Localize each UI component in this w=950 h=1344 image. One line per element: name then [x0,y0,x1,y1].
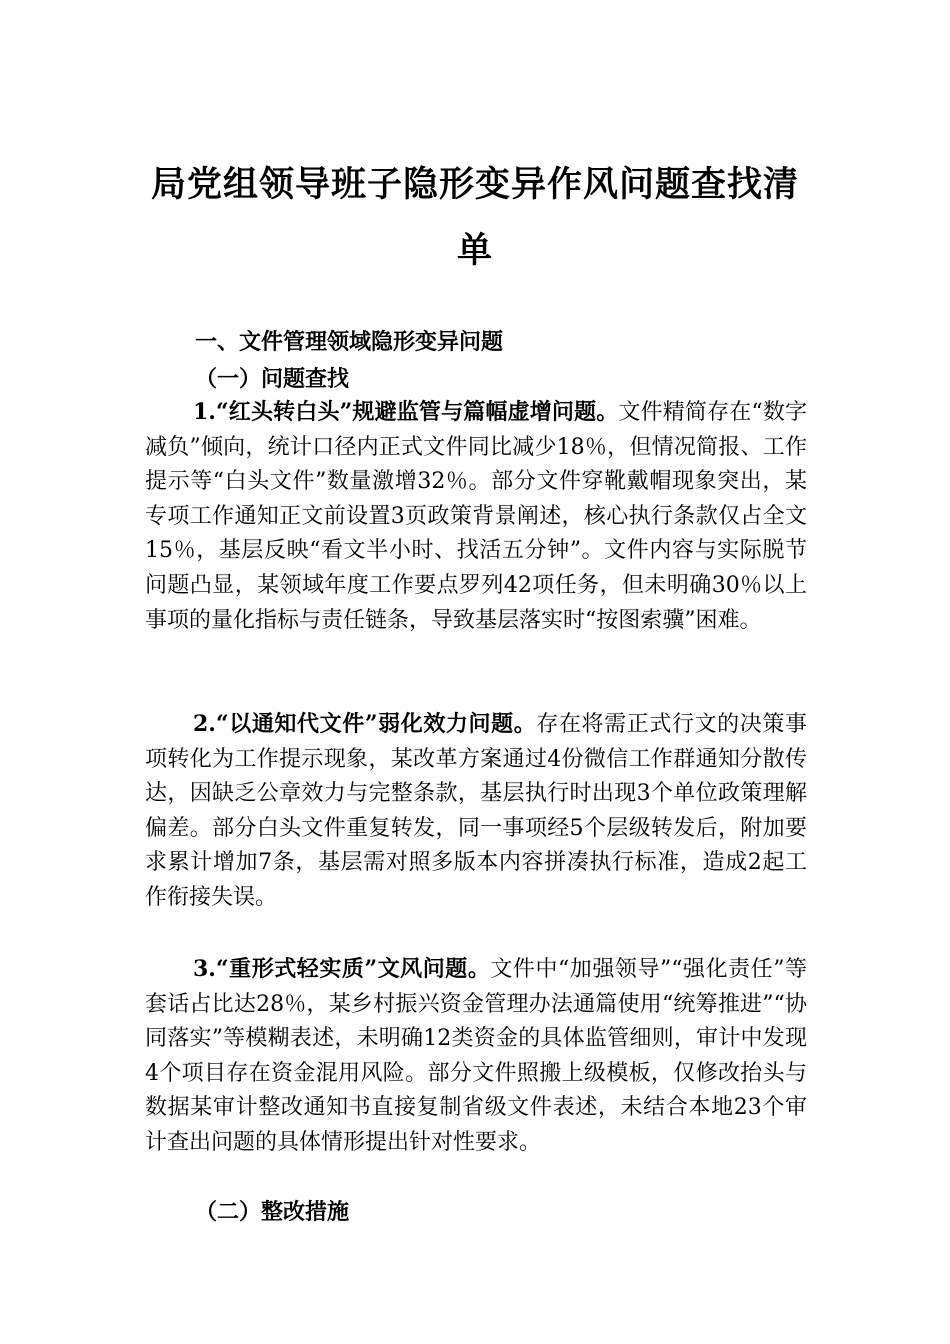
paragraph-1 [145,395,807,638]
subsection-heading-problems: （一）问题查找 [195,366,350,392]
document-title-line-2: 单 [456,230,493,271]
paragraph-3 [145,952,807,1161]
paragraph-1-text: 文件精简存在“数字减负”倾向，统计口径内正式文件同比减少18％，但情况简报、工作提示等“白头文件”数量激增32％。部分文件穿靴戴帽现象突出，某专项工作通知正文前设置3页政策背景阐述，核心执行条款仅占全文15％，基层反映“看文半小时、找活五分钟”。文件内容与实际脱节问题凸显，某领域年度工作要点罗列42项任务，但未明确30％以上事项的量化指标与责任链条，导致基层落实时“按图索骥”困难。 [145,400,807,633]
subsection-heading-measures: （二）整改措施 [195,1199,350,1225]
paragraph-1-lead: 1.“红头转白头”规避监管与篇幅虚增问题。 [193,399,619,425]
paragraph-2 [145,707,807,916]
paragraph-2-text: 存在将需正式行文的决策事项转化为工作提示现象，某改革方案通过4份微信工作群通知分散传达，因缺乏公章效力与完整条款，基层执行时出现3个单位政策理解偏差。部分白头文件重复转发，同一事项经5个层级转发后，附加要求累计增加7条，基层需对照多版本内容拼凑执行标准，造成2起工作衔接失误。 [145,712,807,910]
section-heading: 一、文件管理领域隐形变异问题 [195,330,504,355]
paragraph-3-text: 文件中“加强领导”“强化责任”等套话占比达28％，某乡村振兴资金管理办法通篇使用“统筹推进”“协同落实”等模糊表述，未明确12类资金的具体监管细则，审计中发现4个项目存在资金混用风险。部分文件照搬上级模板，仅修改抬头与数据某审计整改通知书直接复制省级文件表述，未结合本地23个审计查出问题的具体情形提出针对性要求。 [145,957,807,1155]
paragraph-2-lead: 2.“以通知代文件”弱化效力问题。 [193,711,537,737]
document-title-line-1: 局党组领导班子隐形变异作风问题查找清 [150,164,799,205]
paragraph-3-lead: 3.“重形式轻实质”文风问题。 [193,956,491,982]
